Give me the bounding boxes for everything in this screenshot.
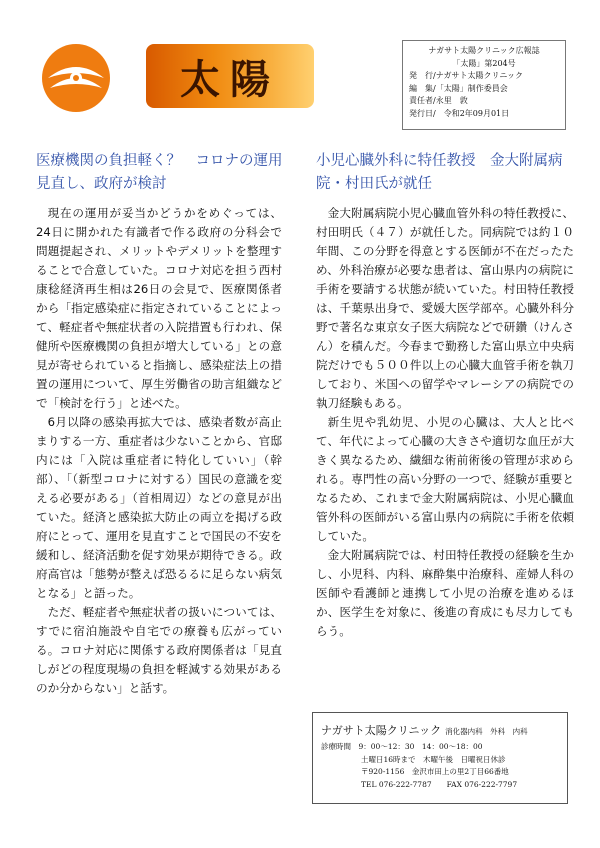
clinic-address: 〒920-1156 金沢市田上の里2丁目66番地 bbox=[361, 767, 509, 776]
paragraph: ただ、軽症者や無症状者の扱いについては、すでに宿泊施設や自宅での療養も広がっている。コロナ対応に関係する政府関係者は「見直しがどの程度現場の負担を軽減する効果があるのか分からない」と話す。 bbox=[36, 605, 282, 695]
right-article-body bbox=[316, 204, 574, 641]
masthead-info bbox=[402, 40, 566, 130]
paragraph: 金大附属病院小児心臓血管外科の特任教授に、村田明氏（４７）が就任した。同病院では約１０年間、この分野を得意とする医師が不在だったため、外科治療が必要な患者は、富山県内の病院に手術を要請する状態が続いていた。村田特任教授は、千葉県出身で、愛媛大医学部卒。心臓外科分野で著名な東京女子医大病院などで研鑽（けんさん）を積んだ。今春まで勤務した富山県立中央病院だけでも５００件以上の心臓大血管手術を執刀しており、米国への留学やマレーシアの病院での執刀経験もある。 bbox=[316, 206, 574, 410]
clinic-departments: 消化器内科 外科 内科 bbox=[445, 727, 528, 736]
issue-number: 「太陽」第204号 bbox=[452, 58, 516, 68]
clinic-contact: TEL 076-222-7787 FAX 076-222-7797 bbox=[361, 779, 518, 789]
right-headline: 小児心臓外科に特任教授 金大附属病院・村田氏が就任 bbox=[316, 153, 563, 192]
responsible-person: 責任者/永里 敦 bbox=[409, 96, 468, 105]
paragraph: 現在の運用が妥当かどうかをめぐっては、24日に開かれた有識者で作る政府の分科会で問題提起され、メリットやデメリットを整理することで合意していた。コロナ対応を担う西村康稔経済再生相は26日の会見で、医療関係者から「指定感染症に指定されていることによって、軽症者や無症状者の入院措置も行われ、保健所や医療機関の負担が増大している」との意見が寄せられていると指摘し、感染症法上の措置の運用について、厚生労働省の助言組織などで「検討を行う」と述べた。 bbox=[36, 206, 282, 410]
clinic-info-box bbox=[312, 712, 568, 804]
paragraph: 金大附属病院では、村田特任教授の経験を生かし、小児科、内科、麻酔集中治療科、産婦人科の医師や看護師と連携して小児の治療を進めるほか、医学生を対象に、後進の育成にも尽力してもらう。 bbox=[316, 548, 574, 638]
clinic-hours-note: 土曜日16時まで 木曜午後 日曜祝日休診 bbox=[361, 754, 506, 764]
publication-name: ナガサト太陽クリニック広報誌 bbox=[428, 46, 540, 55]
left-article-body bbox=[36, 204, 282, 698]
paragraph: 新生児や乳幼児、小児の心臓は、大人と比べて、年代によって心臓の大きさや適切な血圧が大きく異なるため、繊細な術前術後の管理が求められる。専門性の高い分野の一つで、経験が重要となるため、これまで金大附属病院は、小児心臓血管外科の医師がいる富山県内の病院に手術を依頼していた。 bbox=[316, 415, 574, 543]
banner-title: 太陽 bbox=[180, 55, 280, 103]
title-banner bbox=[146, 44, 314, 108]
paragraph: 6月以降の感染再拡大では、感染者数が高止まりする一方、重症者は少ないことから、官邸内には「入院は重症者に特化していい」（幹部）、「（新型コロナに対する）国民の意識を変える必要がある」（首相周辺）などの意見が出ていた。経済と感染拡大防止の両立を掲げる政府にとって、運用を見直すことで国民の不安を緩和し、経済活動を促す効果が期待できる。政府高官は「態勢が整えば恐るるに足らない病気となる」と語った。 bbox=[36, 415, 282, 600]
publish-date: 発行日/ 令和2年09月01日 bbox=[409, 108, 510, 118]
publisher: 発 行/ナガサト太陽クリニック bbox=[409, 71, 524, 80]
clinic-name: ナガサト太陽クリニック bbox=[321, 724, 442, 737]
sun-logo bbox=[36, 38, 116, 118]
left-headline: 医療機関の負担軽く？ コロナの運用見直し、政府が検討 bbox=[36, 153, 283, 192]
clinic-hours: 診療時間 9：00～12：30 14：00～18：00 bbox=[321, 742, 483, 751]
editor: 編 集/「太陽」制作委員会 bbox=[409, 83, 508, 93]
